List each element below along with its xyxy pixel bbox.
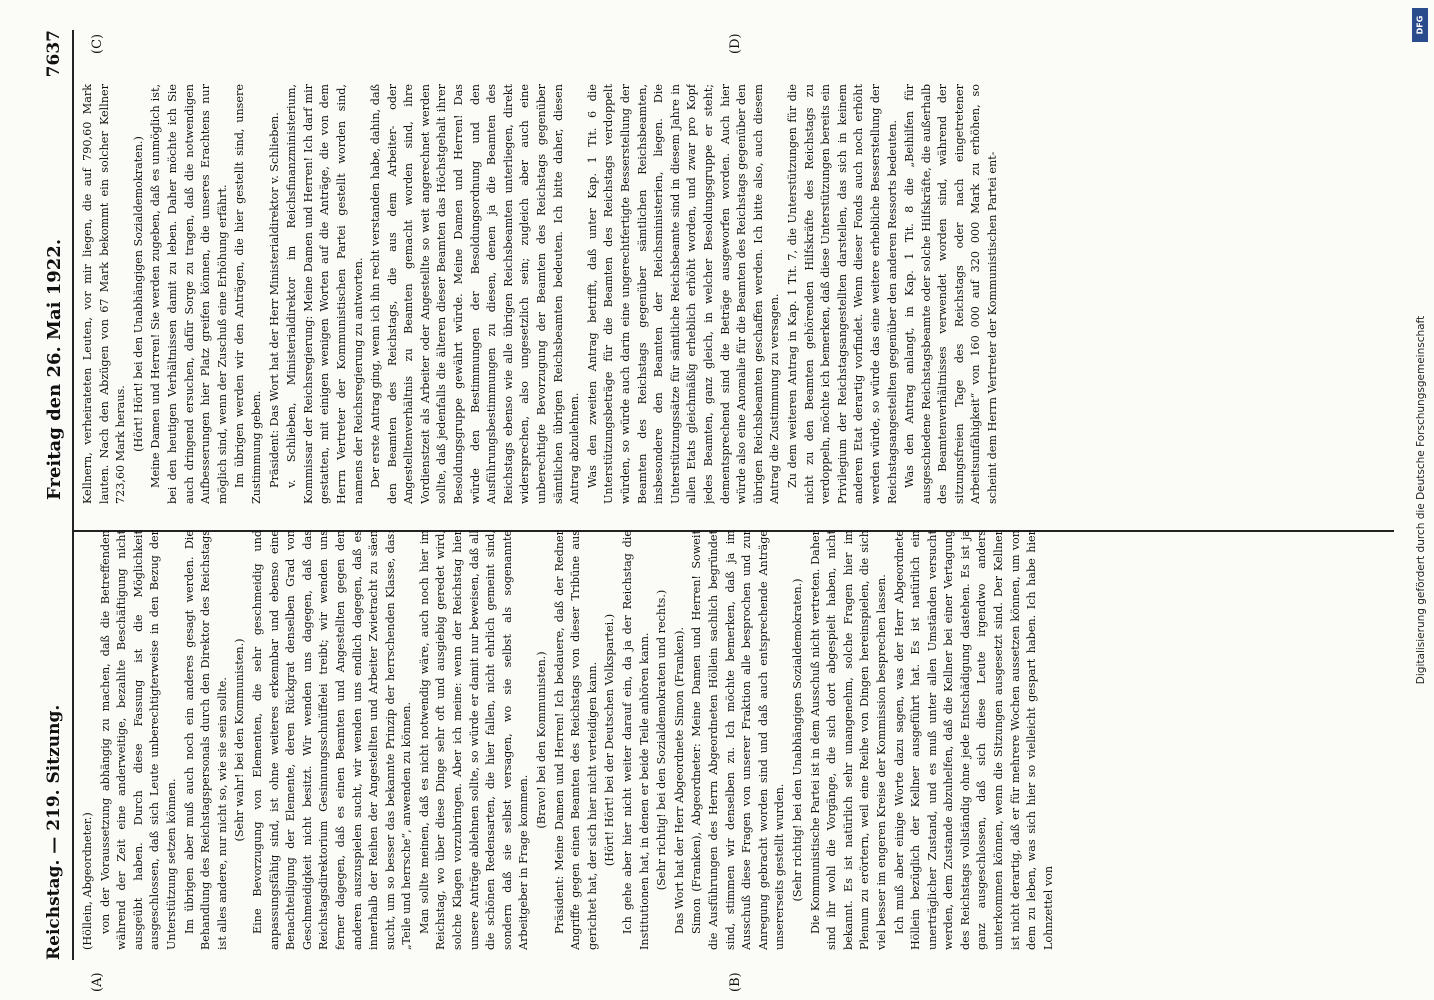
left-column	[80, 530, 1400, 950]
dfg-logo-text: DFG	[1415, 15, 1425, 35]
margin-marker-d: (D)	[728, 33, 743, 54]
paragraph: Was den zweiten Antrag betrifft, daß unter Kap. 1 Tit. 6 die Unterstützungsbeträge für die Beamten des Reichstags verdoppelt würden, so würde auch darin eine ungerechtfertigte Besserstellung der Beamten des Reichstags gegenüber sämtlichen Reichsbeamten, insbesondere den Beamten der Reichsministerien, liegen. Die Unterstützungssätze für sämtliche Reichsbeamte sind in diesem Jahre in allen Etats gleichmäßig erheblich erhöht worden, und zwar pro Kopf jedes Beamten, ganz gleich, in welcher Besoldungsgruppe er steht; dementsprechend sind die Beträge ausgeworfen worden. Auch hier würde also eine Anomalie für die Beamten des Reichstags gegenüber den übrigen Reichsbeamten geschaffen werden. Ich bitte also, auch diesem Antrag die Zustimmung zu versagen.	[585, 84, 782, 504]
paragraph: Kellnern, verheirateten Leuten, vor mir liegen, die auf 790,60 Mark lauten. Nach den Abzügen von 67 Mark bekommt ein solcher Kellner 723,60 Mark heraus.	[81, 84, 128, 504]
paragraph: Ich muß aber einige Worte dazu sagen, was der Herr Abgeordnete Höllein bezüglich der Kellner ausgeführt hat. Es ist natürlich ein unerträglicher Zustand, und es muß unter allen Umständen versucht werden, dem Zustande abzuhelfen, daß die Kellner bei einer Vertagung des Reichstags vollständig ohne jede Entschädigung dastehen. Es ist ja ganz ausgeschlossen, daß sich diese Leute irgendwo anders unterkommen können, wenn die Sitzungen ausgesetzt sind. Der Kellner ist nicht derartig, daß er für mehrere Wochen aussetzen können, um von dem zu leben, was sich hier so vielleicht gespart haben. Ich habe hier Lohnzettel von	[892, 530, 1055, 950]
interjection: (Bravo! bei den Kommunisten.)	[535, 651, 549, 829]
margin-marker-a: (A)	[90, 972, 105, 992]
paragraph: Zu dem weiteren Antrag in Kap. 1 Tit. 7, die Unterstützungen für die nicht zu den Beamten gehörenden Hilfskräfte des Reichstags zu verdoppeln, möchte ich bemerken, daß diese Unterstützungen bereits ein Privilegium der Reichstagsangestellten darstellen, das sich in keinem anderen Etat derartig vorfindet. Wenn dieser Fonds auch noch erhöht werden würde, so würde das eine weitere erhebliche Besserstellung der Reichstagsangestellten gegenüber den anderen Ressorts bedeuten.	[785, 84, 899, 504]
paragraph: Im übrigen aber muß auch noch ein anderes gesagt werden. Die Behandlung des Reichstagspersonals durch den Direktor des Reichstags ist alles andere, nur nicht so, wie sie sein sollte.	[182, 530, 229, 950]
paragraph: Der erste Antrag ging, wenn ich ihn recht verstanden habe, dahin, daß den Beamten des Reichstags, die aus dem Arbeiter- oder Angestelltenverhältnis zu Beamten gemacht worden sind, ihre Vordienstzeit als Arbeiter oder Angestellte so weit angerechnet werden sollte, daß jedenfalls die älteren dieser Beamten das Höchstgehalt ihrer Besoldungsgruppe gewährt würde. Meine Damen und Herren! Das würde den Bestimmungen der Besoldungsordnung und den Ausführungsbestimmungen zu diesen, denen ja die Beamten des Reichstags ebenso wie alle übrigen Reichsbeamten unterliegen, direkt widersprechen, also ungesetzlich sein; zugleich aber auch eine unberechtigte Bevorzugung der Beamten des Reichstags gegenüber sämtlichen übrigen Reichsbeamten bedeuten. Ich bitte daher, diesen Antrag abzulehnen.	[369, 84, 582, 504]
paragraph: Meine Damen und Herren! Sie werden zugeben, daß es unmöglich ist, bei den heutigen Verhältnissen damit zu leben. Daher möchte ich Sie auch dringend ersuchen, dafür Sorge zu tragen, daß die notwendigen Aufbesserungen hier Platz greifen können, die unseres Erachtens nur möglich sind, wenn der Zuschuß eine Erhöhung erfährt.	[149, 84, 229, 504]
paragraph: Das Wort hat der Herr Abgeordnete Simon (Franken).	[672, 626, 686, 934]
interjection: (Sehr richtig! bei den Unabhängigen Sozialdemokraten.)	[790, 578, 804, 902]
dfg-logo	[1412, 8, 1428, 42]
margin-marker-b: (B)	[728, 972, 743, 992]
paragraph: Man sollte meinen, daß es nicht notwendig wäre, auch noch hier im Reichstag, wo über diese Dinge sehr oft und ausgiebig geredet wird, solche Klagen vorzubringen. Aber ich meine: wenn der Reichstag hier unsere Anträge ablehnen sollte, so würde er damit nur beweisen, daß all die schönen Redensarten, die hier fallen, nicht ehrlich gemeint sind, sondern daß sie selbst versagen, wo sie selbst als sogenannte Arbeitgeber in Frage kommen.	[417, 530, 531, 950]
paragraph: Die Kommunistische Partei ist in dem Ausschuß nicht vertreten. Daher sind ihr wohl die Vorgänge, die sich dort abgespielt haben, nicht bekannt. Es ist natürlich sehr unangenehm, solche Fragen hier im Plenum zu erörtern, weil eine Reihe von Dingen hereinspielen, die sich viel besser im engeren Kreise der Kommission besprechen lassen.	[808, 530, 888, 950]
paragraph: Eine Bevorzugung von Elementen, die sehr geschmeidig und anpassungsfähig sind, ist ohne weiteres erkennbar und ebenso eine Benachteiligung der Elemente, deren Rückgrat denselben Grad von Geschmeidigkeit nicht besitzt. Wir wenden uns dagegen, daß das Reichstagsdirektorium Gesinnungsschnüffelei treibt; wir wenden uns ferner dagegen, daß es einen Beamten und Angestellten gegen den anderen auszuspielen sucht, wir wenden uns endlich dagegen, daß es innerhalb der Reihen der Angestellten und Arbeiter Zwietracht zu säen sucht, um so besser das bekannte Prinzip der herrschenden Klasse, das: „Teile und herrsche“, anwenden zu können.	[250, 530, 414, 950]
paragraph: (Höllein, Abgeordneter.)	[81, 812, 94, 950]
right-column	[80, 84, 1400, 504]
rotated-page	[28, 0, 1413, 1000]
page-number: 7637	[44, 30, 64, 78]
interjection: (Hört! Hört! bei der Deutschen Volkspartei.)	[603, 613, 617, 867]
paragraph: Was den Antrag anlangt, in Kap. 1 Tit. 8 die „Beihilfen für ausgeschiedene Reichstagsbeamte oder solche Hilfskräfte, die außerhalb des Beamtenverhältnisses verwendet worden sind, während der sitzungsfreien Tage des Reichstags oder nach eingetretener Arbeitsunfähigkeit“ von 160 000 auf 320 000 Mark zu erhöhen, so scheint dem Herrn Vertreter der Kommunistischen Partei ent-	[903, 84, 1000, 504]
margin-marker-c: (C)	[90, 33, 105, 54]
paragraph: v. Schlieben, Ministerialdirektor im Reichsfinanzministerium, Kommissar der Reichsregierung: Meine Damen und Herren! Ich darf mir gestatten, mit einigen wenigen Worten auf die Anträge, die von dem Herrn Vertreter der Kommunistischen Partei gestellt worden sind, namens der Reichsregierung zu antworten.	[285, 84, 365, 504]
header-session: Reichstag. — 219. Sitzung.	[44, 704, 64, 960]
paragraph: Im übrigen werden wir den Anträgen, die hier gestellt sind, unsere Zustimmung geben.	[233, 84, 263, 504]
digitization-credit: Digitalisierung gefördert durch die Deutsche Forschungsgemeinschaft	[1415, 315, 1427, 685]
header-date: Freitag den 26. Mai 1922.	[44, 238, 65, 500]
paragraph: Präsident: Das Wort hat der Herr Ministerialdirektor v. Schlieben.	[267, 112, 281, 488]
page-header	[38, 30, 74, 960]
paragraph: Ich gehe aber hier nicht weiter darauf ein, da ja der Reichstag die Institutionen hat, in denen er beide Teile anhören kann.	[621, 530, 651, 950]
interjection: (Sehr richtig! bei den Sozialdemokraten und rechts.)	[655, 589, 669, 891]
interjection: (Sehr wahr! bei den Kommunisten.)	[233, 638, 247, 842]
paragraph: von der Voraussetzung abhängig zu machen, daß die Betreffenden während der Zeit eine anderweitige, bezahlte Beschäftigung nicht ausgeübt haben. Durch diese Fassung ist die Möglichkeit ausgeschlossen, daß sich Leute unberechtigterweise in den Bezug der Unterstützung setzen können.	[98, 530, 178, 950]
paragraph: Simon (Franken), Abgeordneter: Meine Damen und Herren! Soweit die Ausführungen des Herrn Abgeordneten Höllein sachlich begründet sind, stimmen wir denselben zu. Ich möchte bemerken, daß ja im Ausschuß diese Fragen von unserer Fraktion alle besprochen und zur Anregung gebracht worden sind und daß auch entsprechende Anträge unsererseits gestellt wurden.	[690, 530, 787, 950]
digitization-sidebar	[1410, 8, 1432, 992]
paragraph: Präsident: Meine Damen und Herren! Ich bedauere, daß der Redner Angriffe gegen einen Beamten des Reichstags von dieser Tribüne aus gerichtet hat, der sich hier nicht verteidigen kann.	[552, 530, 599, 950]
interjection: (Hört! Hört! bei den Unabhängigen Sozialdemokraten.)	[131, 136, 145, 452]
